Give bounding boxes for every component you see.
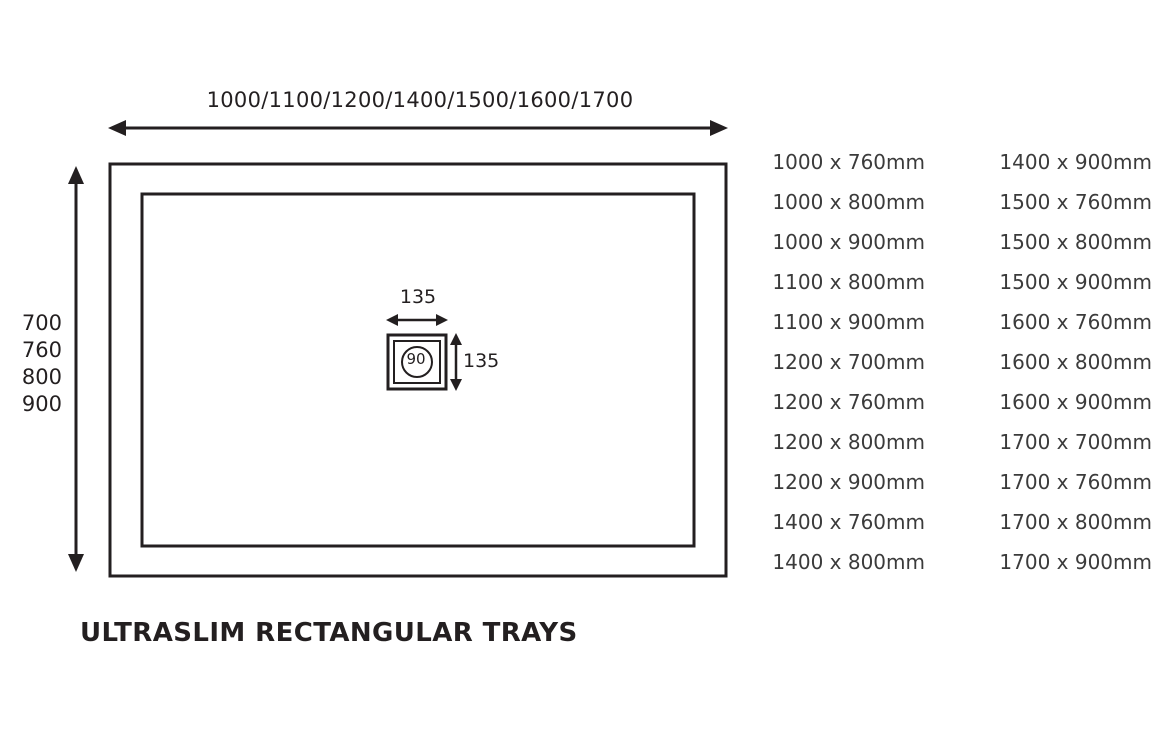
sizes-column-1: [752, 142, 925, 582]
list-item: 1400 x 760mm: [772, 510, 925, 534]
list-item: 1500 x 900mm: [999, 270, 1152, 294]
list-item: 1600 x 800mm: [999, 350, 1152, 374]
list-item: 1600 x 760mm: [999, 310, 1152, 334]
list-item: 1600 x 900mm: [999, 390, 1152, 414]
list-item: 1200 x 700mm: [772, 350, 925, 374]
top-dimension-arrow: [108, 120, 728, 136]
list-item: 1700 x 760mm: [999, 470, 1152, 494]
list-item: 1700 x 800mm: [999, 510, 1152, 534]
waste-width-label: 135: [399, 286, 437, 308]
available-sizes-list: [752, 142, 1152, 582]
list-item: 1200 x 760mm: [772, 390, 925, 414]
top-dimension-label: 1000/1100/1200/1400/1500/1600/1700: [206, 88, 634, 112]
waste-diameter-label: 90: [406, 350, 426, 368]
list-item: 1700 x 700mm: [999, 430, 1152, 454]
left-dimension-800: 800: [21, 365, 62, 389]
list-item: 1200 x 800mm: [772, 430, 925, 454]
left-dimension-760: 760: [21, 338, 62, 362]
list-item: 1500 x 760mm: [999, 190, 1152, 214]
left-dimension-900: 900: [21, 392, 62, 416]
waste-width-dimension: [386, 314, 448, 326]
tray-inner-rect: [142, 194, 694, 546]
list-item: 1000 x 760mm: [772, 150, 925, 174]
left-dimension-labels: [6, 310, 62, 418]
list-item: 1200 x 900mm: [772, 470, 925, 494]
list-item: 1700 x 900mm: [999, 550, 1152, 574]
left-dimension-700: 700: [21, 311, 62, 335]
sizes-column-2: [979, 142, 1152, 582]
waste-height-dimension: [450, 333, 462, 391]
list-item: 1100 x 800mm: [772, 270, 925, 294]
list-item: 1000 x 900mm: [772, 230, 925, 254]
list-item: 1400 x 800mm: [772, 550, 925, 574]
tray-outer-rect: [110, 164, 726, 576]
waste-height-label: 135: [463, 350, 500, 372]
list-item: 1400 x 900mm: [999, 150, 1152, 174]
list-item: 1000 x 800mm: [772, 190, 925, 214]
left-dimension-arrow: [68, 166, 84, 572]
list-item: 1100 x 900mm: [772, 310, 925, 334]
diagram-caption: ULTRASLIM RECTANGULAR TRAYS: [80, 618, 578, 648]
list-item: 1500 x 800mm: [999, 230, 1152, 254]
